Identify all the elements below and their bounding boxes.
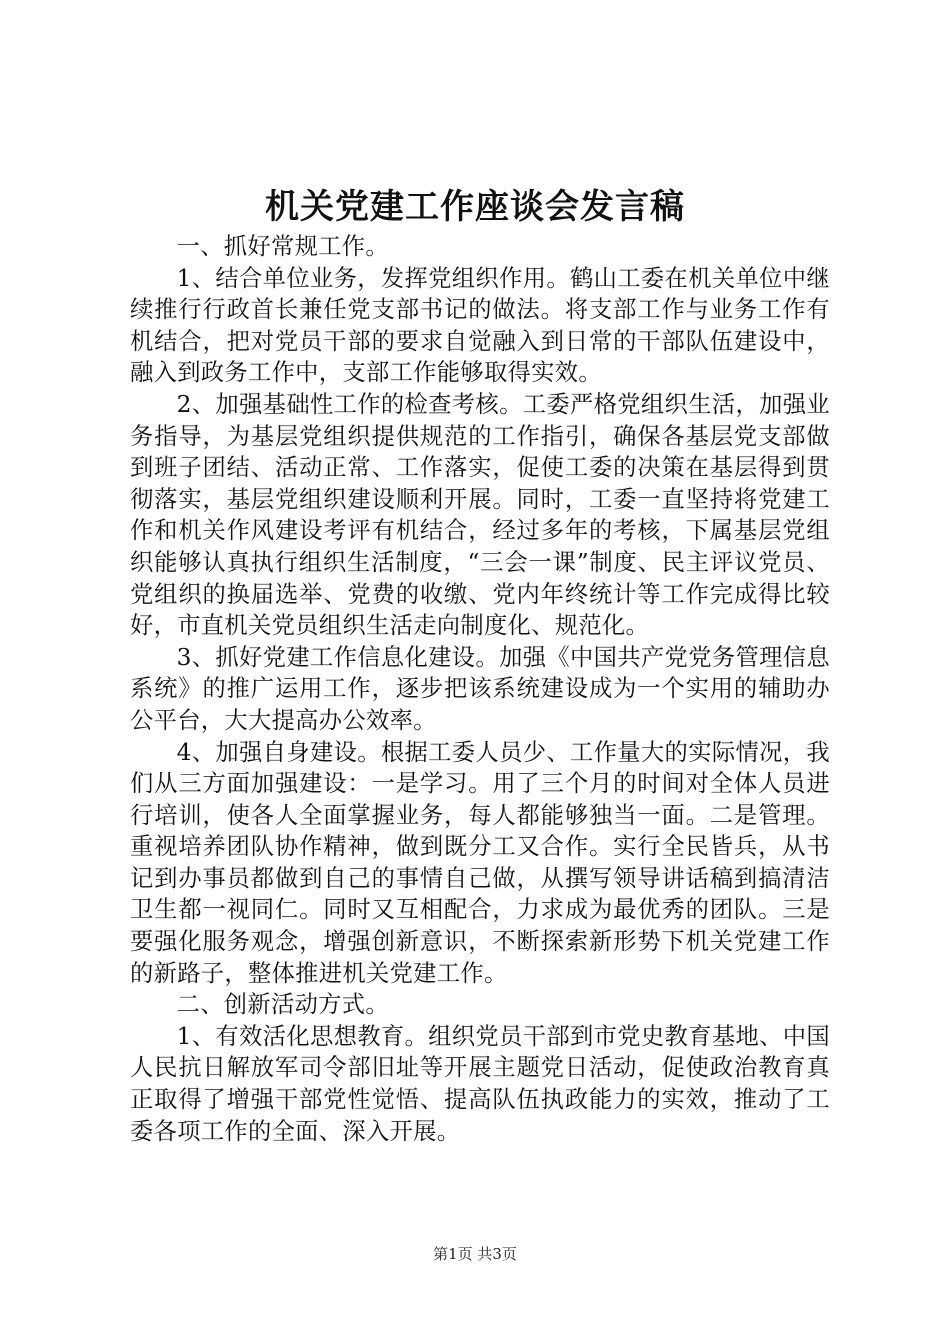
- document-title: 机关党建工作座谈会发言稿: [265, 187, 685, 227]
- page-number-footer: 第1页 共3页: [433, 1245, 517, 1263]
- paragraph-item-1: 1、结合单位业务，发挥党组织作用。鹤山工委在机关单位中继续推行行政首长兼任党支部书记的做法。将支部工作与业务工作有机结合，把对党员干部的要求自觉融入到日常的干部队伍建设中，融入到政务工作中，支部工作能够取得实效。: [130, 264, 830, 387]
- paragraph-item-3: 3、抓好党建工作信息化建设。加强《中国共产党党务管理信息系统》的推广运用工作，逐步把该系统建设成为一个实用的辅助办公平台，大大提高办公效率。: [130, 643, 830, 734]
- document-body: [130, 231, 830, 1147]
- paragraph-section-2-heading: 二、创新活动方式。: [176, 991, 389, 1019]
- paragraph-section-1-heading: 一、抓好常规工作。: [176, 233, 389, 260]
- paragraph-section-2-item-1: 1、有效活化思想教育。组织党员干部到市党史教育基地、中国人民抗日解放军司令部旧址等开展主题党日活动，促使政治教育真正取得了增强干部党性觉悟、提高队伍执政能力的实效，推动了工委各项工作的全面、深入开展。: [130, 1022, 830, 1145]
- paragraph-item-2: 2、加强基础性工作的检查考核。工委严格党组织生活，加强业务指导，为基层党组织提供规范的工作指引，确保各基层党支部做到班子团结、活动正常、工作落实，促使工委的决策在基层得到贯彻落实，基层党组织建设顺利开展。同时，工委一直坚持将党建工作和机关作风建设考评有机结合，经过多年的考核，下属基层党组织能够认真执行组织生活制度，“三会一课”制度、民主评议党员、党组织的换届选举、党费的收缴、党内年终统计等工作完成得比较好，市直机关党员组织生活走向制度化、规范化。: [130, 390, 830, 640]
- paragraph-item-4: 4、加强自身建设。根据工委人员少、工作量大的实际情况，我们从三方面加强建设：一是学习。用了三个月的时间对全体人员进行培训，使各人全面掌握业务，每人都能够独当一面。二是管理。重视培养团队协作精神，做到既分工又合作。实行全民皆兵，从书记到办事员都做到自己的事情自己做，从撰写领导讲话稿到搞清洁卫生都一视同仁。同时又互相配合，力求成为最优秀的团队。三是要强化服务观念，增强创新意识，不断探索新形势下机关党建工作的新路子，整体推进机关党建工作。: [130, 738, 830, 987]
